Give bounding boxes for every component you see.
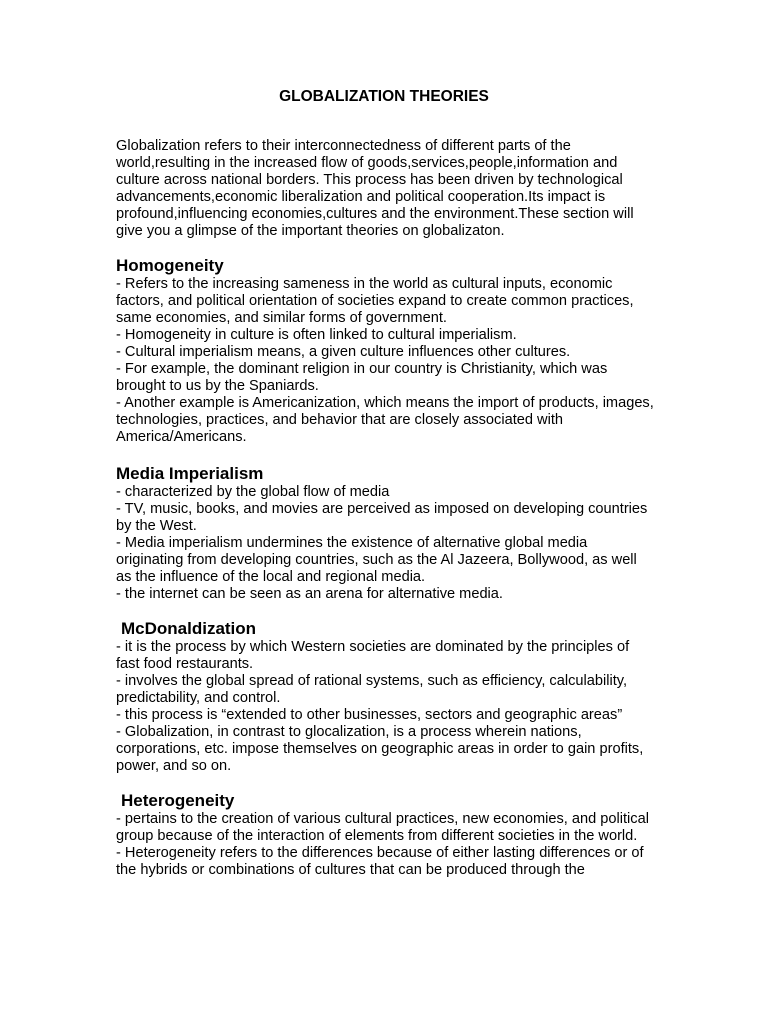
section-line: - pertains to the creation of various cultural practices, new economies, and political group because of the interaction of elements from different societies in the world.: [116, 811, 649, 844]
section-heterogeneity: [116, 791, 656, 879]
section-line: - Heterogeneity refers to the differences because of either lasting differences or of the hybrids or combinations of cultures that can be produced through the: [116, 845, 644, 878]
section-mcdonaldization: [116, 619, 656, 775]
section-line: - it is the process by which Western societies are dominated by the principles of fast food restaurants.: [116, 639, 630, 672]
section-line: - involves the global spread of rational systems, such as efficiency, calculability, predictability, and control.: [116, 673, 628, 706]
section-line: - Media imperialism undermines the existence of alternative global media originating from developing countries, such as the Al Jazeera, Bollywood, as well as the influence of the local and regional media.: [116, 535, 637, 585]
section-line: - Homogeneity in culture is often linked to cultural imperialism.: [116, 327, 517, 343]
section-line: - characterized by the global flow of media: [116, 484, 390, 500]
section-heading: Heterogeneity: [121, 791, 235, 810]
section-line: - Globalization, in contrast to glocalization, is a process wherein nations, corporations, etc. impose themselves on geographic areas in order to gain profits, power, and so on.: [116, 724, 644, 774]
section-media-imperialism: [116, 464, 656, 603]
section-heading: Homogeneity: [116, 256, 224, 275]
document-body: [116, 86, 656, 879]
section-line: - Cultural imperialism means, a given culture influences other cultures.: [116, 344, 571, 360]
section-heading: McDonaldization: [121, 619, 257, 638]
section-heading: Media Imperialism: [116, 464, 264, 483]
section-line: - the internet can be seen as an arena for alternative media.: [116, 586, 503, 602]
section-line: - For example, the dominant religion in our country is Christianity, which was brought to us by the Spaniards.: [116, 361, 608, 394]
section-line: - Refers to the increasing sameness in the world as cultural inputs, economic factors, and political orientation of societies expand to create common practices, same economies, and similar forms of government.: [116, 276, 634, 326]
intro-paragraph: Globalization refers to their interconnectedness of different parts of the world,resulting in the increased flow of goods,services,people,information and culture across national borders. This process has been driven by technological advancements,economic liberalization and political cooperation.Its impact is profound,influencing economies,cultures and the environment.These section will give you a glimpse of the important theories on globalizaton.: [116, 138, 634, 239]
section-homogeneity: [116, 256, 656, 446]
section-line: - Another example is Americanization, which means the import of products, images, technologies, practices, and behavior that are closely associated with America/Americans.: [116, 395, 654, 445]
section-line: - this process is “extended to other businesses, sectors and geographic areas”: [116, 707, 623, 723]
document-title: GLOBALIZATION THEORIES: [279, 88, 489, 105]
section-line: - TV, music, books, and movies are perceived as imposed on developing countries by the West.: [116, 501, 648, 534]
